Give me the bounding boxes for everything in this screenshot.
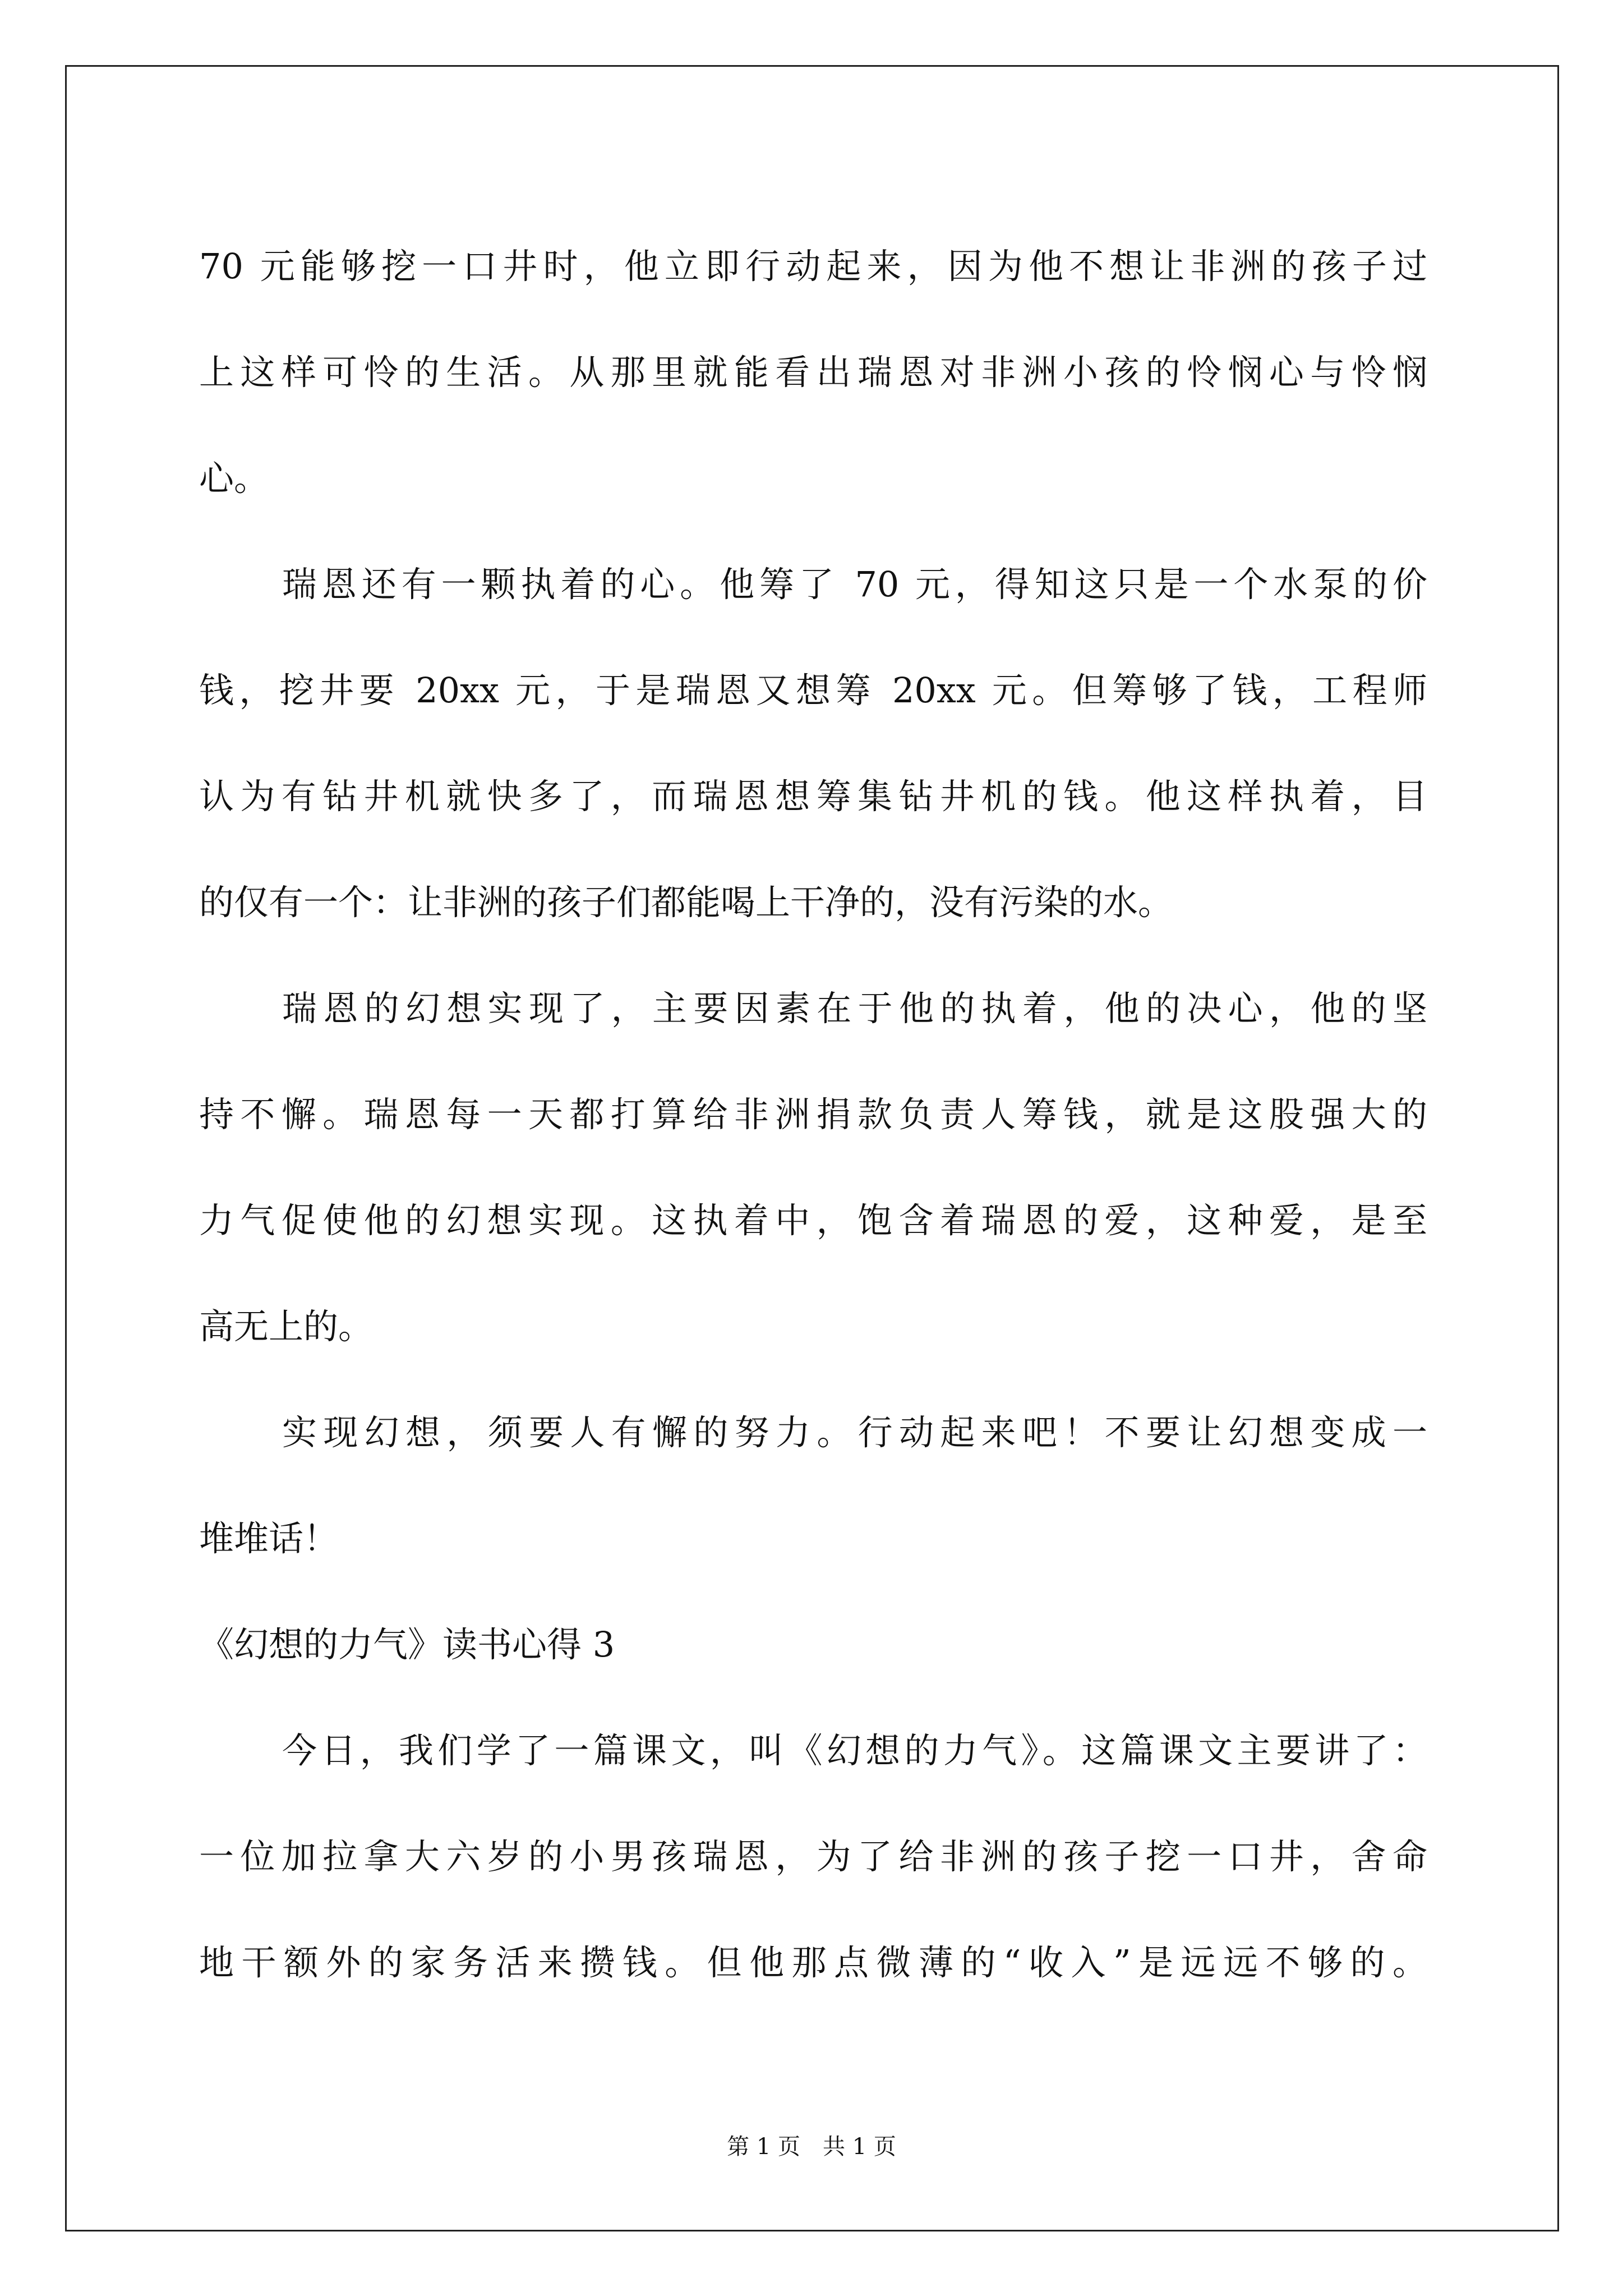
- text-line: 的仅有一个：让非洲的孩子们都能喝上干净的，没有污染的水。: [199, 882, 1173, 923]
- section-heading: 《幻想的力气》读书心得 3: [199, 1624, 615, 1665]
- text-line: 高无上的。: [199, 1306, 374, 1347]
- text-line: 力气促使他的幻想实现。这执着中，饱含着瑞恩的爱，这种爱，是至: [199, 1200, 1427, 1241]
- paragraph-start-line: 瑞恩的幻想实现了，主要因素在于他的执着，他的决心，他的坚: [282, 988, 1427, 1029]
- text-line: 持不懈。瑞恩每一天都打算给非洲捐款负责人筹钱，就是这股强大的: [199, 1094, 1427, 1135]
- document-body: [199, 213, 1427, 2016]
- page-footer: 第 1 页 共 1 页: [727, 2134, 896, 2160]
- text-line: 上这样可怜的生活。从那里就能看出瑞恩对非洲小孩的怜悯心与怜悯: [199, 352, 1427, 393]
- text-line: 认为有钻井机就快多了，而瑞恩想筹集钻井机的钱。他这样执着，目: [199, 776, 1427, 817]
- text-line: 心。: [199, 458, 269, 499]
- text-line: 钱，挖井要 20xx 元，于是瑞恩又想筹 20xx 元。但筹够了钱，工程师: [199, 670, 1427, 711]
- text-line: 地干额外的家务活来攒钱。但他那点微薄的“收入”是远远不够的。: [199, 1942, 1427, 1983]
- paragraph-start-line: 瑞恩还有一颗执着的心。他筹了 70 元，得知这只是一个水泵的价: [282, 564, 1427, 605]
- text-line: 70 元能够挖一口井时，他立即行动起来，因为他不想让非洲的孩子过: [199, 246, 1427, 287]
- paragraph-start-line: 实现幻想，须要人有懈的努力。行动起来吧！不要让幻想变成一: [282, 1412, 1427, 1453]
- text-line: 堆堆话！: [199, 1518, 339, 1559]
- text-line: 一位加拉拿大六岁的小男孩瑞恩，为了给非洲的孩子挖一口井，舍命: [199, 1836, 1427, 1877]
- paragraph-start-line: 今日，我们学了一篇课文，叫《幻想的力气》。这篇课文主要讲了：: [282, 1730, 1427, 1771]
